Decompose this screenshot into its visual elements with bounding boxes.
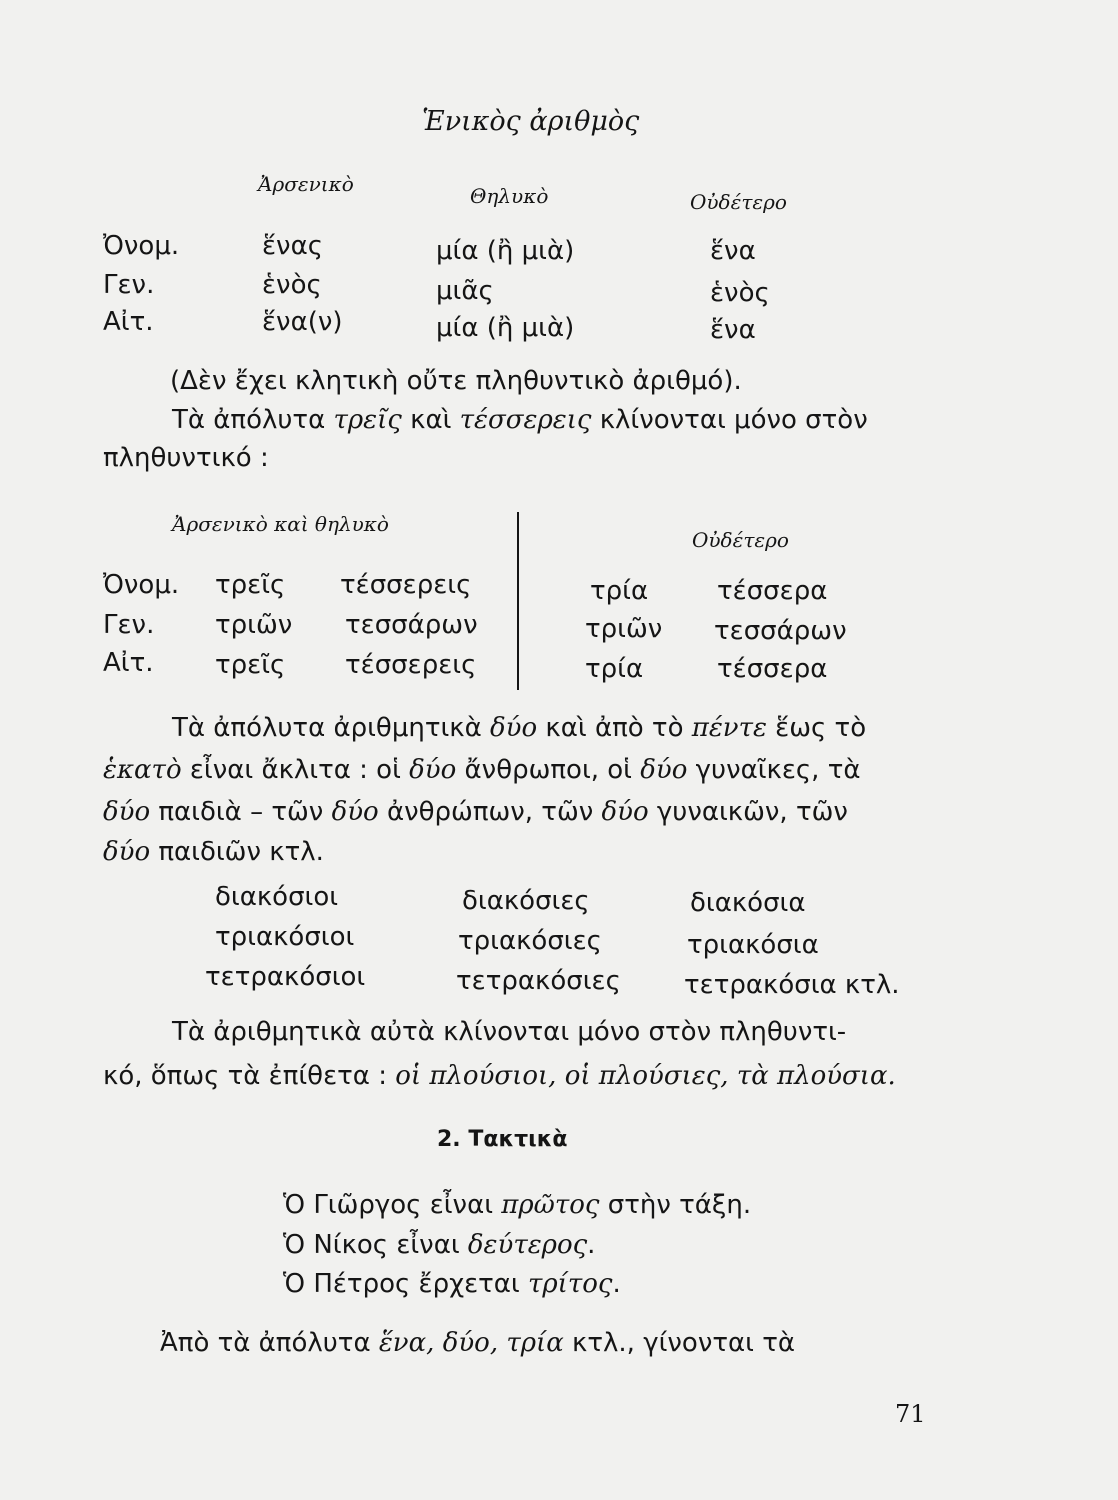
plural-m4-gen: τεσσάρων xyxy=(345,610,478,640)
ex2-b: δεύτερος xyxy=(467,1230,588,1260)
example-3 xyxy=(283,1269,621,1299)
last-b: ἕνα, δύο, τρία xyxy=(378,1328,564,1358)
header-masc-fem: Ἀρσενικὸ καὶ θηλυκὸ xyxy=(172,512,389,536)
ex1-b: πρῶτος xyxy=(501,1190,600,1220)
p2-l2-d: ἄνθρωποι, οἱ xyxy=(456,755,641,785)
p2-l1-a: Τὰ ἀπόλυτα ἀριθμητικὰ xyxy=(172,713,491,743)
p2-l2-e: δύο xyxy=(640,755,688,785)
paragraph-indeclinable-line2 xyxy=(103,755,861,785)
p2-l2-f: γυναῖκες, τὰ xyxy=(687,755,861,785)
paragraph-indeclinable-line3 xyxy=(103,797,848,827)
plural-case-acc: Αἰτ. xyxy=(103,648,154,678)
plural-m4-nom: τέσσερεις xyxy=(340,570,472,600)
para1-text-3: κλίνονται μόνο στὸν xyxy=(591,405,868,435)
paragraph-indeclinable-line4 xyxy=(103,837,324,867)
singular-masc-nom: ἕνας xyxy=(262,231,323,261)
header-neuter-plural: Οὐδέτερο xyxy=(692,528,789,552)
singular-title: Ἑνικὸς ἀριθμὸς xyxy=(422,106,640,137)
singular-neut-gen: ἑνὸς xyxy=(710,278,770,308)
p2-l2-c: δύο xyxy=(409,755,457,785)
plural-m3-gen: τριῶν xyxy=(215,610,293,640)
hundreds-400-n: τετρακόσια κτλ. xyxy=(684,970,900,1000)
singular-neut-nom: ἕνα xyxy=(710,236,756,266)
singular-masc-acc: ἕνα(ν) xyxy=(262,307,343,337)
header-neuter: Οὐδέτερο xyxy=(690,190,787,214)
ex3-b: τρίτος xyxy=(528,1269,613,1299)
p2-l3-d: ἀνθρώπων, τῶν xyxy=(378,797,602,827)
p3-l2-a: κό, ὅπως τὰ ἐπίθετα : xyxy=(103,1061,396,1091)
plural-case-nom: Ὀνομ. xyxy=(103,570,180,600)
p3-l2-b: οἱ πλούσιοι, οἱ πλούσιες, τὰ πλούσια. xyxy=(395,1061,896,1091)
para1-word-tesseris: τέσσερεις xyxy=(459,405,592,435)
plural-m3-acc: τρεῖς xyxy=(215,650,286,680)
hundreds-400-m: τετρακόσιοι xyxy=(205,962,366,992)
last-a: Ἀπὸ τὰ ἀπόλυτα xyxy=(160,1328,379,1358)
p2-l1-c: καὶ ἀπὸ τὸ xyxy=(537,713,692,743)
hundreds-300-m: τριακόσιοι xyxy=(215,922,355,952)
section-title-ordinals: 2. Τακτικὰ xyxy=(437,1127,568,1152)
hundreds-300-f: τριακόσιες xyxy=(458,926,602,956)
hundreds-400-f: τετρακόσιες xyxy=(456,966,621,996)
paragraph-plural-intro-line2: πληθυντικό : xyxy=(103,443,269,473)
paragraph-declension-line2 xyxy=(103,1061,896,1091)
plural-n4-acc: τέσσερα xyxy=(717,654,828,684)
last-c: κτλ., γίνονται τὰ xyxy=(563,1328,795,1358)
singular-case-acc: Αἰτ. xyxy=(103,307,154,337)
singular-case-nom: Ὀνομ. xyxy=(103,231,180,261)
para1-word-treis: τρεῖς xyxy=(333,405,402,435)
singular-fem-nom: μία (ἢ μιὰ) xyxy=(436,236,575,266)
p2-l3-b: παιδιὰ – τῶν xyxy=(150,797,332,827)
singular-masc-gen: ἑνὸς xyxy=(262,270,322,300)
last-line xyxy=(160,1328,795,1358)
para1-text-1: Τὰ ἀπόλυτα xyxy=(172,405,334,435)
p2-l4-a: δύο xyxy=(103,837,151,867)
p2-l3-a: δύο xyxy=(103,797,151,827)
plural-case-gen: Γεν. xyxy=(103,610,155,640)
plural-n3-gen: τριῶν xyxy=(585,614,663,644)
p2-l1-d: πέντε xyxy=(691,713,767,743)
p2-l3-f: γυναικῶν, τῶν xyxy=(648,797,848,827)
ex1-a: Ὁ Γιῶργος εἶναι xyxy=(283,1190,502,1220)
paragraph-plural-intro xyxy=(172,405,868,435)
paragraph-indeclinable-line1 xyxy=(172,713,866,743)
header-feminine: Θηλυκὸ xyxy=(470,184,549,208)
p2-l3-e: δύο xyxy=(601,797,649,827)
hundreds-200-m: διακόσιοι xyxy=(215,882,339,912)
example-1 xyxy=(283,1190,751,1220)
singular-note: (Δὲν ἔχει κλητικὴ οὔτε πληθυντικὸ ἀριθμό). xyxy=(170,366,742,396)
p2-l1-e: ἕως τὸ xyxy=(766,713,867,743)
p2-l2-b: εἶναι ἄκλιτα : οἱ xyxy=(181,755,410,785)
hundreds-200-n: διακόσια xyxy=(690,888,806,918)
plural-n3-acc: τρία xyxy=(585,654,644,684)
example-2 xyxy=(283,1230,595,1260)
hundreds-300-n: τριακόσια xyxy=(687,930,819,960)
ex3-c: . xyxy=(612,1269,621,1299)
paragraph-declension-line1: Τὰ ἀριθμητικὰ αὐτὰ κλίνονται μόνο στὸν πληθυντι- xyxy=(172,1017,847,1047)
ex2-a: Ὁ Νίκος εἶναι xyxy=(283,1230,468,1260)
singular-fem-gen: μιᾶς xyxy=(436,276,494,306)
ex2-c: . xyxy=(587,1230,596,1260)
ex1-c: στὴν τάξη. xyxy=(599,1190,752,1220)
header-masculine: Ἀρσενικὸ xyxy=(258,172,354,196)
ex3-a: Ὁ Πέτρος ἔρχεται xyxy=(283,1269,528,1299)
plural-m3-nom: τρεῖς xyxy=(215,570,286,600)
singular-fem-acc: μία (ἢ μιὰ) xyxy=(436,313,575,343)
singular-case-gen: Γεν. xyxy=(103,270,155,300)
plural-n4-gen: τεσσάρων xyxy=(714,616,847,646)
plural-m4-acc: τέσσερεις xyxy=(345,650,477,680)
hundreds-200-f: διακόσιες xyxy=(462,886,590,916)
para1-text-2: καὶ xyxy=(401,405,460,435)
page-number: 71 xyxy=(895,1400,926,1428)
plural-table-divider xyxy=(517,512,519,690)
plural-n4-nom: τέσσερα xyxy=(717,576,828,606)
p2-l1-b: δύο xyxy=(490,713,538,743)
p2-l2-a: ἑκατὸ xyxy=(103,755,182,785)
singular-neut-acc: ἕνα xyxy=(710,315,756,345)
plural-n3-nom: τρία xyxy=(590,576,649,606)
p2-l3-c: δύο xyxy=(331,797,379,827)
p2-l4-b: παιδιῶν κτλ. xyxy=(150,837,324,867)
